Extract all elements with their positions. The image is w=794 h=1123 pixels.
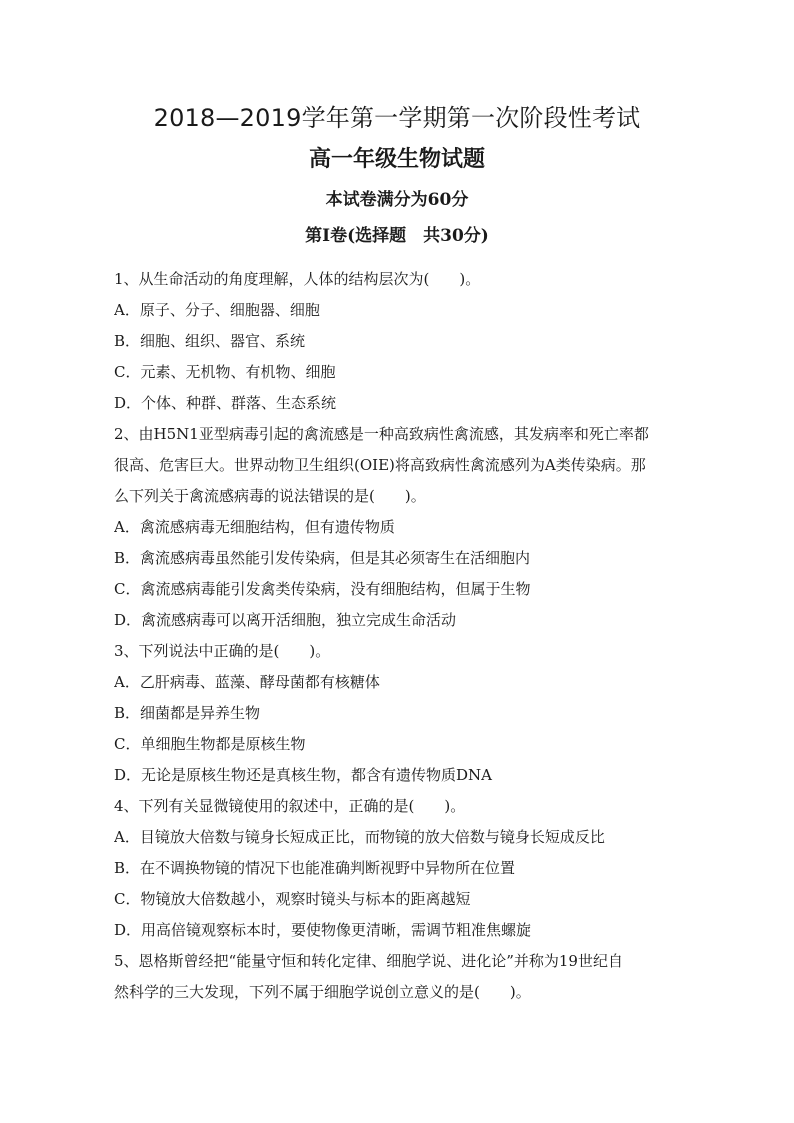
question-list bbox=[114, 264, 694, 1008]
option-d: D．用高倍镜观察标本时，要使物像更清晰，需调节粗准焦螺旋 bbox=[114, 921, 532, 939]
question-stem: 1、从生命活动的角度理解，人体的结构层次为( )。 bbox=[114, 270, 481, 288]
question-5 bbox=[114, 946, 694, 1008]
option-b: B．在不调换物镜的情况下也能准确判断视野中异物所在位置 bbox=[114, 859, 516, 877]
option-a: A．目镜放大倍数与镜身长短成正比，而物镜的放大倍数与镜身长短成反比 bbox=[114, 828, 605, 846]
subject-title: 高一年级生物试题 bbox=[308, 146, 485, 172]
option-b: B．禽流感病毒虽然能引发传染病，但是其必须寄生在活细胞内 bbox=[114, 549, 531, 567]
question-stem-line: 5、恩格斯曾经把“能量守恒和转化定律、细胞学说、进化论”并称为19世纪自 bbox=[114, 952, 623, 970]
option-c: C．元素、无机物、有机物、细胞 bbox=[114, 363, 336, 381]
option-b: B．细菌都是异养生物 bbox=[114, 704, 261, 722]
question-stem-line: 然科学的三大发现，下列不属于细胞学说创立意义的是( )。 bbox=[114, 983, 531, 1001]
option-a: A．禽流感病毒无细胞结构，但有遗传物质 bbox=[114, 518, 395, 536]
exam-title: 2018—2019学年第一学期第一次阶段性考试 bbox=[153, 104, 641, 132]
question-stem: 3、下列说法中正确的是( )。 bbox=[114, 642, 331, 660]
exam-header bbox=[0, 101, 794, 249]
option-d: D．无论是原核生物还是真核生物，都含有遗传物质DNA bbox=[114, 766, 493, 784]
question-stem-line: 很高、危害巨大。世界动物卫生组织(OIE)将高致病性禽流感列为A类传染病。那 bbox=[114, 456, 646, 474]
option-c: C．物镜放大倍数越小，观察时镜头与标本的距离越短 bbox=[114, 890, 471, 908]
question-stem-line: 么下列关于禽流感病毒的说法错误的是( )。 bbox=[114, 487, 426, 505]
score-note: 本试卷满分为60分 bbox=[325, 190, 469, 210]
option-c: C．单细胞生物都是原核生物 bbox=[114, 735, 306, 753]
question-2 bbox=[114, 419, 694, 636]
question-4 bbox=[114, 791, 694, 946]
option-c: C．禽流感病毒能引发禽类传染病，没有细胞结构，但属于生物 bbox=[114, 580, 531, 598]
question-stem-line: 2、由H5N1亚型病毒引起的禽流感是一种高致病性禽流感，其发病率和死亡率都 bbox=[114, 425, 649, 443]
option-d: D．个体、种群、群落、生态系统 bbox=[114, 394, 337, 412]
question-1 bbox=[114, 264, 694, 419]
option-a: A．乙肝病毒、蓝藻、酵母菌都有核糖体 bbox=[114, 673, 380, 691]
option-d: D．禽流感病毒可以离开活细胞，独立完成生命活动 bbox=[114, 611, 457, 629]
question-stem: 4、下列有关显微镜使用的叙述中，正确的是( )。 bbox=[114, 797, 466, 815]
option-a: A．原子、分子、细胞器、细胞 bbox=[114, 301, 320, 319]
question-3 bbox=[114, 636, 694, 791]
section-title: 第Ⅰ卷(选择题 共30分) bbox=[305, 226, 489, 246]
option-b: B．细胞、组织、器官、系统 bbox=[114, 332, 306, 350]
